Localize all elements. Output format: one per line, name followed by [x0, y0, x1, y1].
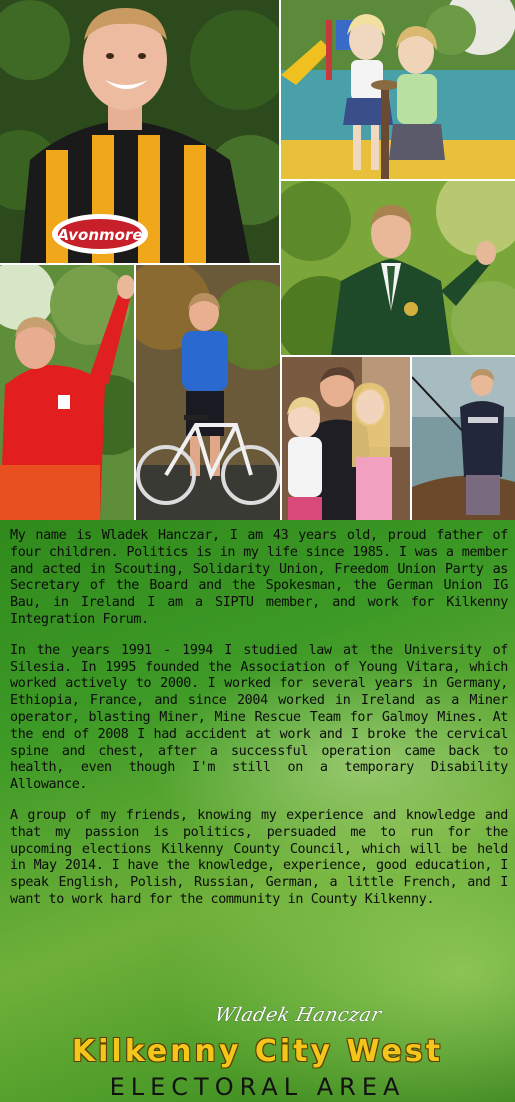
bio-paragraph: A group of my friends, knowing my experience and knowledge and that my passion is politics, persuaded me to run for the upcoming elections Kilkenny County Council, which will be held in May 2014. I have the knowledge, experience, good education, I speak English, Polish, Russian, German, a little French, and I want to work hard for the community in County Kilkenny.	[10, 807, 508, 907]
bio-paragraph: In the years 1991 - 1994 I studied law at the University of Silesia. In 1995 founded the Association of Young Vitara, which worked actively to 2000. I worked for several years in Germany, Ethiopia, France, and since 2004 worked in Ireland as a Miner operator, blasting Miner, Mine Rescue Team for Galmoy Mines. At the end of 2008 I had accident at work and I broke the cervical spine and chest, after a successful operation came back to health, even though I'm still on a temporary Disability Allowance.	[10, 642, 508, 793]
photo-bicycle	[136, 265, 280, 520]
photo-red-kit	[0, 265, 134, 520]
bio-paragraph: My name is Wladek Hanczar, I am 43 years old, proud father of four children. Politics is in my life since 1985. I was a member and acted in Scouting, Solidarity Union, Freedom Union Party as Secretary of the Board and the Spokesman, the German Union IG Bau, in Ireland I am a SIPTU member, and work for Kilkenny Integration Forum.	[10, 528, 508, 627]
photo-son-fishing	[412, 357, 515, 520]
candidate-bio	[10, 528, 508, 923]
photo-collage	[0, 0, 515, 520]
photo-hurling-jersey	[0, 0, 279, 263]
electoral-area-title: Kilkenny City West	[71, 1034, 444, 1069]
photo-green-blazer	[281, 181, 515, 355]
jersey-sponsor: Avonmore	[57, 226, 143, 244]
photo-family-hug	[282, 357, 410, 520]
photo-daughters-playground	[281, 0, 515, 179]
candidate-signature: Wladek Hanczar	[212, 1004, 384, 1026]
bio-panel	[0, 520, 515, 1102]
electoral-area-subtitle: ELECTORAL AREA	[109, 1073, 406, 1101]
